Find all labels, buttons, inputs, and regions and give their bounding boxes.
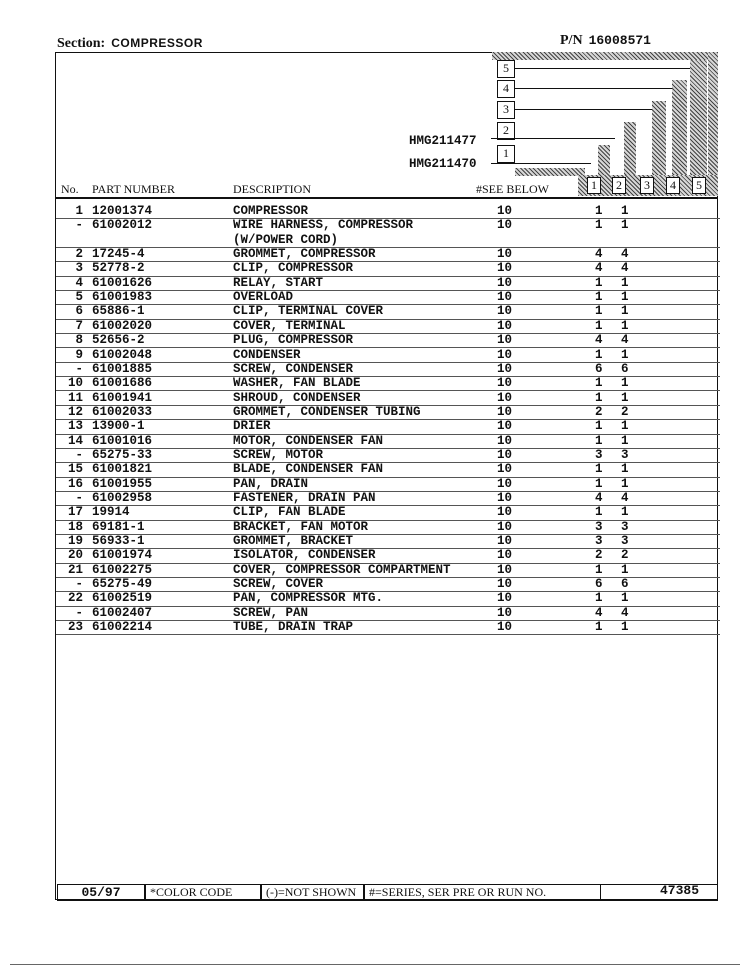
part-description: SCREW, PAN bbox=[233, 605, 309, 620]
qty-model-1: 1 bbox=[595, 591, 603, 606]
chart-right-hatch bbox=[708, 52, 718, 192]
item-number: 2 bbox=[75, 247, 83, 262]
col-number-3: 3 bbox=[640, 177, 654, 194]
qty-model-1: 6 bbox=[595, 577, 603, 592]
series-ref: 10 bbox=[497, 419, 513, 434]
part-description: MOTOR, CONDENSER FAN bbox=[233, 433, 384, 448]
part-description: TUBE, DRAIN TRAP bbox=[233, 620, 354, 635]
section-label-text: Section: bbox=[57, 36, 106, 51]
part-number: 61001686 bbox=[92, 376, 153, 391]
qty-model-2: 1 bbox=[621, 304, 629, 319]
model-number-1: HMG211470 bbox=[409, 157, 477, 171]
qty-model-2: 4 bbox=[621, 333, 629, 348]
item-number: - bbox=[75, 447, 83, 462]
qty-model-2: 3 bbox=[621, 534, 629, 549]
model-line-3 bbox=[515, 109, 655, 110]
qty-model-1: 4 bbox=[595, 605, 603, 620]
qty-model-1: 2 bbox=[595, 548, 603, 563]
series-ref: 10 bbox=[497, 447, 513, 462]
item-number: 22 bbox=[67, 591, 83, 606]
series-ref: 10 bbox=[497, 519, 513, 534]
part-number: 61001885 bbox=[92, 361, 153, 376]
part-description: FASTENER, DRAIN PAN bbox=[233, 491, 376, 505]
part-description: COMPRESSOR bbox=[233, 204, 309, 218]
qty-model-1: 1 bbox=[595, 462, 603, 477]
part-number: 61002012 bbox=[92, 218, 153, 233]
series-ref: 10 bbox=[497, 577, 513, 592]
series-ref: 10 bbox=[497, 376, 513, 391]
part-number: 61001983 bbox=[92, 290, 153, 305]
table-row bbox=[56, 333, 720, 348]
item-number: 14 bbox=[67, 433, 83, 448]
column-header-part-number: PART NUMBER bbox=[92, 182, 175, 196]
part-number: 61002519 bbox=[92, 591, 153, 606]
chart-bottom-hatch bbox=[515, 168, 585, 176]
qty-model-2: 1 bbox=[621, 620, 629, 635]
table-row bbox=[56, 319, 720, 334]
model-line-1 bbox=[491, 163, 591, 164]
series-ref: 10 bbox=[497, 347, 513, 362]
item-number: - bbox=[75, 491, 83, 505]
item-number: 13 bbox=[67, 419, 83, 434]
table-row bbox=[56, 520, 720, 535]
qty-model-2: 1 bbox=[621, 204, 629, 218]
part-description: SCREW, CONDENSER bbox=[233, 361, 354, 376]
table-row bbox=[56, 448, 720, 463]
part-number: 61001626 bbox=[92, 275, 153, 290]
qty-model-1: 2 bbox=[595, 404, 603, 419]
qty-model-2: 1 bbox=[621, 505, 629, 520]
qty-model-2: 1 bbox=[621, 476, 629, 491]
table-row bbox=[56, 548, 720, 563]
part-number: 69181-1 bbox=[92, 519, 145, 534]
part-number: 56933-1 bbox=[92, 534, 145, 549]
qty-model-2: 1 bbox=[621, 390, 629, 405]
part-number: 52656-2 bbox=[92, 333, 145, 348]
model-number-2: HMG211477 bbox=[409, 134, 477, 148]
qty-model-2: 2 bbox=[621, 548, 629, 563]
qty-model-2: 1 bbox=[621, 419, 629, 434]
item-number: 20 bbox=[67, 548, 83, 563]
qty-model-1: 1 bbox=[595, 275, 603, 290]
qty-model-2: 1 bbox=[621, 218, 629, 233]
column-header-no: No. bbox=[61, 182, 79, 196]
table-row bbox=[56, 563, 720, 578]
model-col-hatch-3 bbox=[652, 101, 666, 178]
item-number: 4 bbox=[75, 275, 83, 290]
part-description: GROMMET, BRACKET bbox=[233, 534, 354, 549]
part-description: CLIP, COMPRESSOR bbox=[233, 261, 354, 276]
series-ref: 10 bbox=[497, 591, 513, 606]
part-description: RELAY, START bbox=[233, 275, 324, 290]
qty-model-2: 1 bbox=[621, 462, 629, 477]
qty-model-1: 1 bbox=[595, 218, 603, 233]
document-part-number: 16008571 bbox=[588, 33, 651, 48]
model-col-label-5: 5 bbox=[503, 61, 509, 75]
part-number: 61002048 bbox=[92, 347, 153, 362]
model-col-label-3: 3 bbox=[503, 102, 509, 116]
part-description: SHROUD, CONDENSER bbox=[233, 390, 361, 405]
model-col-hatch-5 bbox=[690, 60, 707, 178]
part-description: OVERLOAD bbox=[233, 290, 294, 305]
part-description: CLIP, TERMINAL COVER bbox=[233, 304, 384, 319]
item-number: 21 bbox=[67, 562, 83, 577]
item-number: 16 bbox=[67, 476, 83, 491]
series-ref: 10 bbox=[497, 361, 513, 376]
qty-model-1: 4 bbox=[595, 247, 603, 262]
table-row bbox=[56, 405, 720, 420]
footer-date: 05/97 bbox=[57, 884, 145, 901]
table-row bbox=[56, 261, 720, 276]
qty-model-2: 1 bbox=[621, 318, 629, 333]
part-description: PLUG, COMPRESSOR bbox=[233, 333, 354, 348]
item-number: 10 bbox=[67, 376, 83, 391]
qty-model-1: 1 bbox=[595, 290, 603, 305]
table-row bbox=[56, 591, 720, 606]
chart-top-hatch bbox=[492, 52, 717, 60]
part-description: WIRE HARNESS, COMPRESSOR bbox=[233, 218, 414, 233]
column-header-see-below: #SEE BELOW bbox=[476, 182, 549, 196]
qty-model-2: 1 bbox=[621, 591, 629, 606]
model-col-label-2: 2 bbox=[503, 123, 509, 137]
part-description: WASHER, FAN BLADE bbox=[233, 376, 361, 391]
table-row bbox=[56, 247, 720, 262]
table-row bbox=[56, 204, 720, 219]
part-number: 61002275 bbox=[92, 562, 153, 577]
qty-model-2: 3 bbox=[621, 519, 629, 534]
item-number: 7 bbox=[75, 318, 83, 333]
item-number: 6 bbox=[75, 304, 83, 319]
series-ref: 10 bbox=[497, 333, 513, 348]
qty-model-1: 1 bbox=[595, 390, 603, 405]
table-row bbox=[56, 391, 720, 406]
item-number: 11 bbox=[67, 390, 83, 405]
series-ref: 10 bbox=[497, 476, 513, 491]
qty-model-1: 1 bbox=[595, 419, 603, 434]
series-ref: 10 bbox=[497, 548, 513, 563]
item-number: 3 bbox=[75, 261, 83, 276]
model-col-label-4: 4 bbox=[503, 81, 509, 95]
item-number: 9 bbox=[75, 347, 83, 362]
table-row bbox=[56, 276, 720, 291]
footer-color-code: *COLOR CODE bbox=[145, 884, 261, 901]
item-number: 19 bbox=[67, 534, 83, 549]
qty-model-2: 6 bbox=[621, 361, 629, 376]
part-description: COVER, TERMINAL bbox=[233, 318, 346, 333]
item-number: - bbox=[75, 577, 83, 592]
table-row bbox=[56, 218, 720, 232]
item-number: - bbox=[75, 218, 83, 233]
part-number: 61001941 bbox=[92, 390, 153, 405]
part-description: BRACKET, FAN MOTOR bbox=[233, 519, 369, 534]
series-ref: 10 bbox=[497, 390, 513, 405]
series-ref: 10 bbox=[497, 620, 513, 635]
part-number: 61001974 bbox=[92, 548, 153, 563]
series-ref: 10 bbox=[497, 304, 513, 319]
qty-model-1: 1 bbox=[595, 376, 603, 391]
part-number: 19914 bbox=[92, 505, 130, 520]
part-number: 61001955 bbox=[92, 476, 153, 491]
part-number: 17245-4 bbox=[92, 247, 145, 262]
series-ref: 10 bbox=[497, 261, 513, 276]
table-row bbox=[56, 348, 720, 363]
footer-code-box bbox=[600, 884, 718, 901]
part-description: SCREW, COVER bbox=[233, 577, 324, 592]
series-ref: 10 bbox=[497, 433, 513, 448]
qty-model-2: 1 bbox=[621, 433, 629, 448]
model-col-hatch-1 bbox=[598, 145, 610, 178]
qty-model-2: 3 bbox=[621, 447, 629, 462]
item-number: 12 bbox=[67, 404, 83, 419]
column-header-description: DESCRIPTION bbox=[233, 182, 312, 196]
series-ref: 10 bbox=[497, 218, 513, 233]
qty-model-1: 3 bbox=[595, 447, 603, 462]
series-ref: 10 bbox=[497, 275, 513, 290]
item-number: 17 bbox=[67, 505, 83, 520]
series-ref: 10 bbox=[497, 462, 513, 477]
qty-model-2: 2 bbox=[621, 404, 629, 419]
series-ref: 10 bbox=[497, 605, 513, 620]
qty-model-2: 1 bbox=[621, 562, 629, 577]
item-number: 5 bbox=[75, 290, 83, 305]
part-description: CONDENSER bbox=[233, 347, 301, 362]
col-number-5: 5 bbox=[692, 177, 706, 194]
part-number: 65275-49 bbox=[92, 577, 153, 592]
part-description: PAN, COMPRESSOR MTG. bbox=[233, 591, 384, 606]
series-ref: 10 bbox=[497, 204, 513, 218]
item-number: 15 bbox=[67, 462, 83, 477]
series-ref: 10 bbox=[497, 562, 513, 577]
series-ref: 10 bbox=[497, 505, 513, 520]
table-row bbox=[56, 304, 720, 319]
qty-model-1: 1 bbox=[595, 476, 603, 491]
table-row bbox=[56, 606, 720, 621]
table-row bbox=[56, 233, 720, 248]
header-divider bbox=[56, 197, 717, 199]
part-description: BLADE, CONDENSER FAN bbox=[233, 462, 384, 477]
part-description: GROMMET, CONDENSER TUBING bbox=[233, 404, 421, 419]
series-ref: 10 bbox=[497, 491, 513, 505]
table-row bbox=[56, 362, 720, 377]
pn-label-text: P/N bbox=[560, 33, 583, 48]
model-col-hatch-2 bbox=[624, 122, 636, 178]
qty-model-2: 4 bbox=[621, 247, 629, 262]
qty-model-2: 1 bbox=[621, 275, 629, 290]
table-row bbox=[56, 462, 720, 477]
table-row bbox=[56, 477, 720, 492]
qty-model-1: 3 bbox=[595, 519, 603, 534]
part-number: 61002958 bbox=[92, 491, 153, 505]
part-number: 61001016 bbox=[92, 433, 153, 448]
footer-series: #=SERIES, SER PRE OR RUN NO. bbox=[364, 884, 601, 901]
section-name: COMPRESSOR bbox=[111, 36, 203, 50]
qty-model-2: 6 bbox=[621, 577, 629, 592]
footer-not-shown: (-)=NOT SHOWN bbox=[261, 884, 364, 901]
table-row bbox=[56, 419, 720, 434]
part-number: 61002214 bbox=[92, 620, 153, 635]
table-row bbox=[56, 376, 720, 391]
qty-model-1: 1 bbox=[595, 204, 603, 218]
col-number-2: 2 bbox=[612, 177, 626, 194]
qty-model-1: 1 bbox=[595, 620, 603, 635]
item-number: - bbox=[75, 605, 83, 620]
part-number: 13900-1 bbox=[92, 419, 145, 434]
qty-model-1: 6 bbox=[595, 361, 603, 376]
qty-model-1: 1 bbox=[595, 562, 603, 577]
part-description: ISOLATOR, CONDENSER bbox=[233, 548, 376, 563]
table-row bbox=[56, 505, 720, 520]
series-ref: 10 bbox=[497, 534, 513, 549]
qty-model-1: 4 bbox=[595, 333, 603, 348]
qty-model-1: 4 bbox=[595, 261, 603, 276]
table-row bbox=[56, 434, 720, 449]
qty-model-2: 4 bbox=[621, 491, 629, 505]
qty-model-2: 1 bbox=[621, 347, 629, 362]
table-row bbox=[56, 577, 720, 592]
part-number: 61001821 bbox=[92, 462, 153, 477]
qty-model-1: 1 bbox=[595, 505, 603, 520]
model-col-hatch-4 bbox=[672, 80, 687, 178]
qty-model-1: 1 bbox=[595, 318, 603, 333]
part-number: 61002033 bbox=[92, 404, 153, 419]
item-number: 8 bbox=[75, 333, 83, 348]
qty-model-1: 1 bbox=[595, 304, 603, 319]
item-number: 1 bbox=[75, 204, 83, 218]
qty-model-2: 1 bbox=[621, 376, 629, 391]
part-number-header bbox=[560, 33, 651, 49]
qty-model-2: 4 bbox=[621, 261, 629, 276]
qty-model-1: 1 bbox=[595, 347, 603, 362]
series-ref: 10 bbox=[497, 404, 513, 419]
part-number: 52778-2 bbox=[92, 261, 145, 276]
part-description: CLIP, FAN BLADE bbox=[233, 505, 346, 520]
model-line-5 bbox=[515, 68, 695, 71]
part-number: 61002407 bbox=[92, 605, 153, 620]
col-number-4: 4 bbox=[666, 177, 680, 194]
model-col-label-1: 1 bbox=[503, 146, 509, 160]
qty-model-2: 4 bbox=[621, 605, 629, 620]
item-number: 18 bbox=[67, 519, 83, 534]
qty-model-2: 1 bbox=[621, 290, 629, 305]
col-number-1: 1 bbox=[587, 177, 601, 194]
section-label bbox=[57, 36, 203, 52]
model-line-4 bbox=[515, 88, 680, 89]
qty-model-1: 1 bbox=[595, 433, 603, 448]
series-ref: 10 bbox=[497, 247, 513, 262]
series-ref: 10 bbox=[497, 290, 513, 305]
table-row bbox=[56, 491, 720, 506]
part-description: GROMMET, COMPRESSOR bbox=[233, 247, 376, 262]
footer-code: 47385 bbox=[660, 883, 700, 898]
table-row bbox=[56, 620, 720, 635]
part-description: PAN, DRAIN bbox=[233, 476, 309, 491]
qty-model-1: 4 bbox=[595, 491, 603, 505]
table-row bbox=[56, 534, 720, 549]
part-description: COVER, COMPRESSOR COMPARTMENT bbox=[233, 562, 451, 577]
page-bottom-rule bbox=[10, 964, 740, 965]
part-description: (W/POWER CORD) bbox=[233, 232, 339, 247]
part-number: 65886-1 bbox=[92, 304, 145, 319]
table-row bbox=[56, 290, 720, 305]
part-number: 12001374 bbox=[92, 204, 153, 218]
part-description: SCREW, MOTOR bbox=[233, 447, 324, 462]
item-number: 23 bbox=[67, 620, 83, 635]
series-ref: 10 bbox=[497, 318, 513, 333]
qty-model-1: 3 bbox=[595, 534, 603, 549]
part-number: 61002020 bbox=[92, 318, 153, 333]
part-description: DRIER bbox=[233, 419, 271, 434]
model-line-2 bbox=[491, 138, 615, 139]
part-number: 65275-33 bbox=[92, 447, 153, 462]
item-number: - bbox=[75, 361, 83, 376]
